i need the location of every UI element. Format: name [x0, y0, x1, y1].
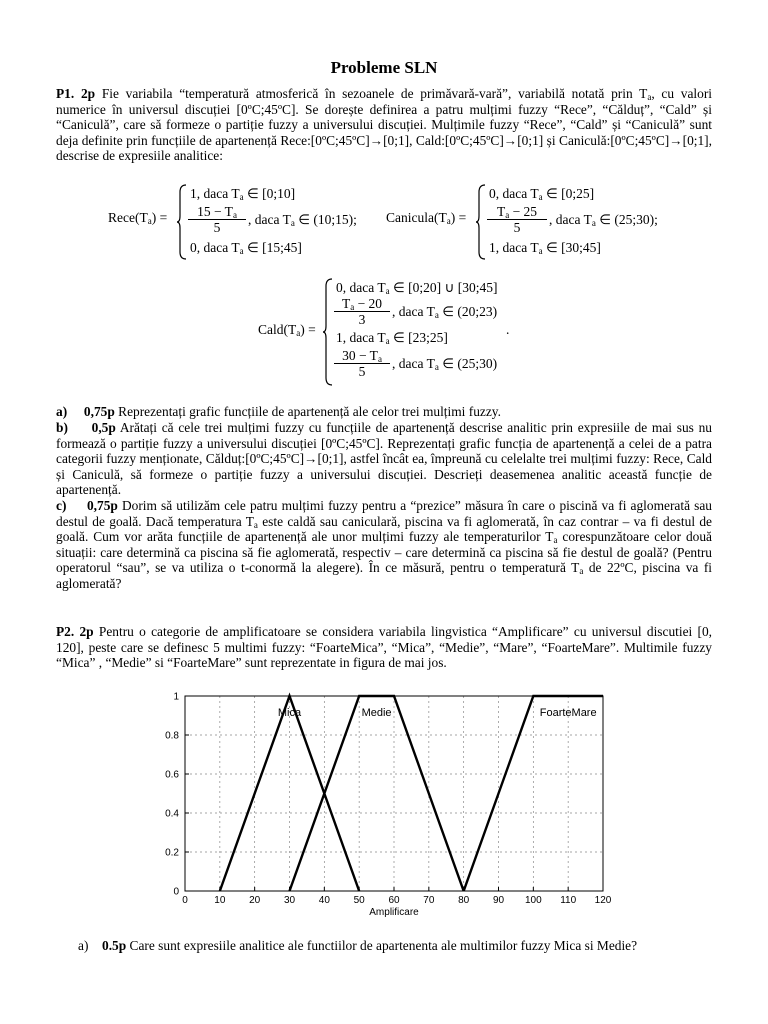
- x-tick-label: 60: [388, 895, 400, 906]
- x-tick-label: 10: [214, 895, 226, 906]
- x-tick-label: 120: [594, 895, 612, 906]
- x-axis-label: Amplificare: [369, 907, 419, 918]
- page-title: Probleme SLN: [330, 58, 438, 77]
- annotation-label: Medie: [361, 707, 392, 719]
- series-line-medie: [290, 696, 464, 891]
- y-tick-label: 0.8: [165, 730, 179, 742]
- p2-intro: P2. 2p Pentru o categorie de amplificatoare se considera variabila lingvistica “Amplificare” cu universul discutiei [0, 120], peste care se definesc 5 multimi fuzzy: “FoarteMica”, “Mica”, “Medie”, “Mare”, “FoarteMare”. Multimile fuzzy “Mica” , “Medie” si “FoarteMare” sunt reprezentate in figura de mai jos.: [56, 624, 713, 671]
- brace-icon: [322, 278, 334, 386]
- annotation-label: FoarteMare: [539, 707, 597, 719]
- x-tick-label: 30: [283, 895, 296, 906]
- membership-chart: [150, 688, 620, 923]
- membership-chart-svg: [150, 688, 620, 923]
- x-tick-label: 40: [318, 895, 330, 906]
- p1-question-b: b) 0,5p Arătați că cele trei mulțimi fuzzy cu funcțiile de apartenență descrise analitic prin expresiile de mai sus nu formează o partiție fuzzy a universului discuției [0ºC;45ºC]. Reprezentați grafic funcția de apartenență a celei de a patra categorii fuzzy menționate, Călduț:[0ºC;45ºC]→[0;1], astfel încât ea, împreună cu celelalte trei mulțimi fuzzy: Rece, Cald și Caniculă, să formeze o partiție fuzzy a universului discuției. Descrieți deasemenea analitic această funcție de apartenență.: [56, 420, 712, 498]
- brace-icon: [475, 184, 487, 260]
- y-tick-label: 0.2: [165, 847, 179, 859]
- x-tick-label: 50: [353, 895, 365, 906]
- canicula-formula: $Canicula(T_a)$ = 0, daca $T_a$ ∈ [0;25] $\frac{T_a - 25}{5}$ , daca $T_a$ ∈ (25;30); 1, daca $T_a$ ∈ [30;45]: [386, 182, 686, 262]
- y-tick-label: 0.4: [165, 808, 179, 820]
- p1-intro-text-2: , cu valori numerice în universul discuției [0ºC;45ºC]. Se dorește definirea a patru mulțimi fuzzy “Rece”, “Călduț”, “Cald” și “Caniculă”, care să formeze o partiție fuzzy a universului discuției. Mulțimile fuzzy “Rece”, “Cald” și “Caniculă” sunt deja definite prin funcțiile de apartenență Rece:[0ºC;45ºC]→[0;1], Cald:[0ºC;45ºC]→[0;1] și Caniculă:[0ºC;45ºC]→[0;1], descrise de expresiile analitice:: [56, 86, 712, 164]
- p1-question-a: a) 0,75p Reprezentați grafic funcțiile de apartenență ale celor trei mulțimi fuzzy.: [56, 404, 501, 419]
- x-tick-label: 20: [249, 895, 261, 906]
- x-tick-label: 70: [423, 895, 435, 906]
- p1-label: P1. 2p: [56, 86, 96, 101]
- y-tick-label: 1: [173, 691, 179, 703]
- p1-question-c: c) 0,75p Dorim să utilizăm cele patru mulțimi fuzzy pentru a “prezice” măsura în care o piscină va fi aglomerată sau destul de goală. Dacă temperatura $T_a$ este caldă sau caniculară, piscina va fi aglomerată, în caz contrar – va fi destul de goală. Cum vor arăta funcțiile de apartenență ale unor mulțimi fuzzy ale temperaturilor $T_a$ corespunzătoare celor două situații: care determină ca piscina să fie aglomerată, respectiv – care determină ca piscina să fie destul de goală? (Pentru operatorul “sau”, se va utiliza o t-conormă la alegere). În ce măsură, pentru o temperatură $T_a$ de 22ºC, piscina va fi aglomerată?: [56, 498, 713, 591]
- y-tick-label: 0.6: [165, 769, 179, 781]
- p2-question-a: a) 0.5p Care sunt expresiile analitice ale functiilor de apartenenta ale multimilor fuzzy Mica si Medie?: [78, 938, 638, 953]
- x-tick-label: 0: [182, 895, 188, 906]
- rece-formula: $Rece(T_a)$ = 1, daca $T_a$ ∈ [0;10] $\frac{15 - T_a}{5}$ , daca $T_a$ ∈ (10;15); 0, daca $T_a$ ∈ [15;45]: [108, 182, 368, 262]
- cald-formula: $Cald(T_a)$ = 0, daca $T_a$ ∈ [0;20] ∪ [30;45] $\frac{T_a - 20}{3}$ , daca $T_a$ ∈ (20;23) 1, daca $T_a$ ∈ [23;25] $\frac{30 - T_a}{5}$ , daca $T_a$ ∈ (25;30) .: [258, 276, 558, 388]
- y-tick-label: 0: [173, 886, 179, 898]
- x-tick-label: 110: [560, 895, 577, 906]
- x-tick-label: 80: [458, 895, 470, 906]
- p1-intro: P1. 2p Fie variabila “temperatură atmosferică în sezoanele de primăvară-vară”, variabilă notată prin $T_a$, cu valori numerice în universul discuției [0ºC;45ºC]. Se dorește definirea a patru mulțimi fuzzy “Rece”, “Călduț”, “Cald” și “Caniculă”, care să formeze o partiție fuzzy a universului discuției. Mulțimile fuzzy “Rece”, “Cald” și “Caniculă” sunt deja definite prin funcțiile de apartenență Rece:[0ºC;45ºC]→[0;1], Cald:[0ºC;45ºC]→[0;1] și Caniculă:[0ºC;45ºC]→[0;1], descrise de expresiile analitice:: [56, 86, 712, 164]
- p1-intro-text: Fie variabila “temperatură atmosferică în sezoanele de primăvară-vară”, variabilă notată prin T: [101, 86, 648, 101]
- annotation-label: Mica: [277, 707, 302, 719]
- x-tick-label: 90: [492, 895, 505, 906]
- brace-icon: [176, 184, 188, 260]
- x-tick-label: 100: [524, 895, 542, 906]
